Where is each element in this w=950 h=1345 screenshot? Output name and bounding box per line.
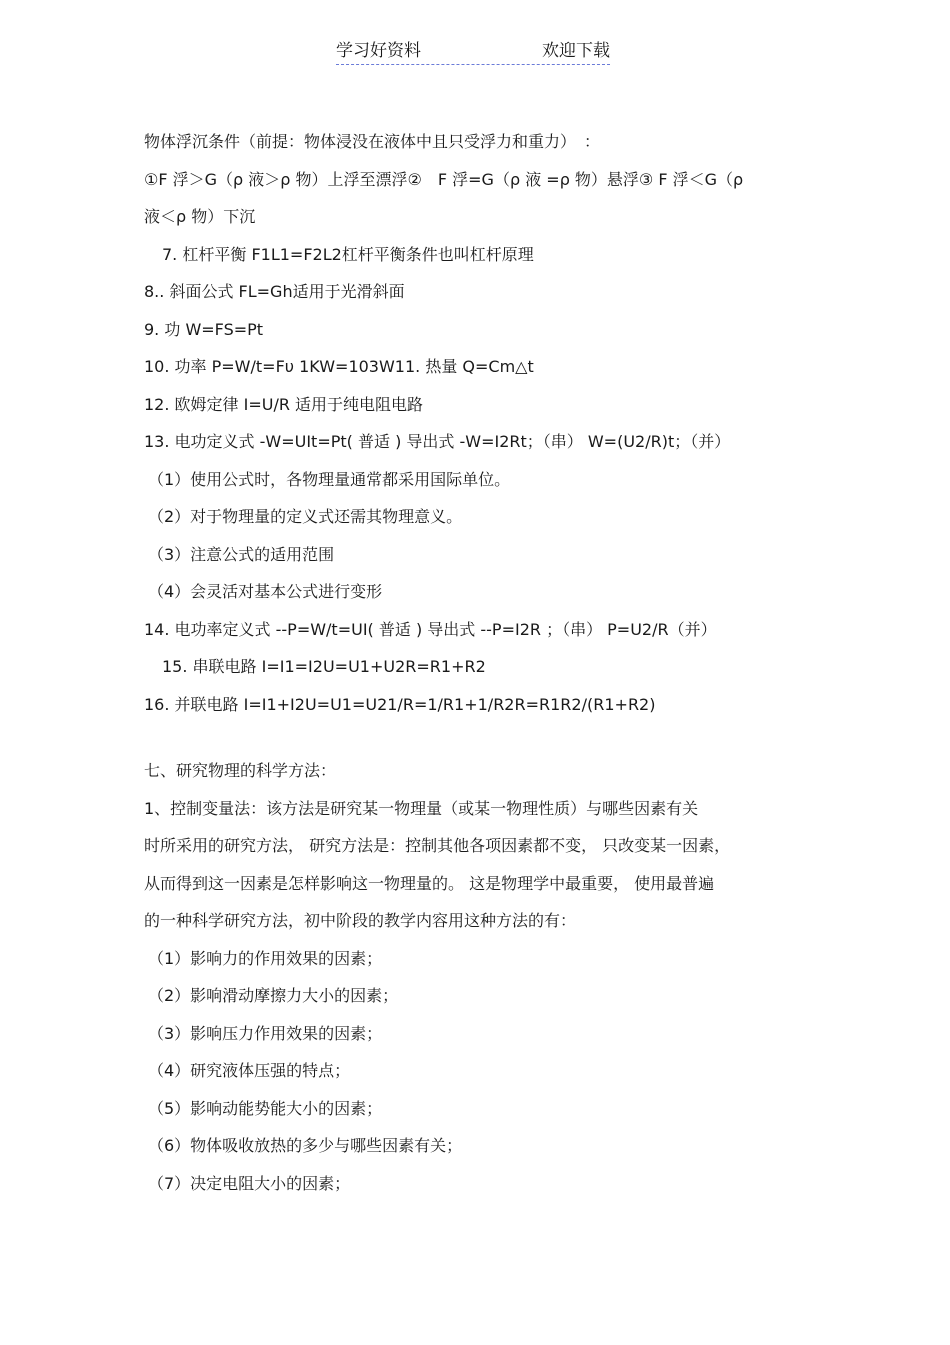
buoyancy-condition-heading: 物体浮沉条件（前提：物体浸没在液体中且只受浮力和重力） ： — [144, 132, 601, 151]
section-paragraph-line: 时所采用的研究方法， 研究方法是：控制其他各项因素都不变， 只改变某一因素， — [144, 836, 731, 855]
list-item: （7）决定电阻大小的因素； — [148, 1173, 351, 1193]
header-right-text: 欢迎下载 — [542, 41, 610, 61]
buoyancy-condition-line: 液＜ρ 物）下沉 — [144, 207, 256, 226]
section-paragraph-line: 1、控制变量法：该方法是研究某一物理量（或某一物理性质）与哪些因素有关 — [144, 798, 699, 818]
formula-line: 8.. 斜面公式 FL=Gh适用于光滑斜面 — [144, 282, 405, 301]
buoyancy-condition-line: ①F 浮＞G（ρ 液＞ρ 物）上浮至漂浮② F 浮=G（ρ 液 =ρ 物）悬浮③ F 浮＜G（ρ — [144, 169, 744, 189]
document-body — [144, 123, 814, 1202]
list-item: （3）影响压力作用效果的因素； — [148, 1023, 383, 1043]
list-item: （4）研究液体压强的特点； — [148, 1061, 351, 1080]
page-header — [336, 40, 610, 65]
list-item: （1）影响力的作用效果的因素； — [148, 948, 383, 968]
header-left-text: 学习好资料 — [336, 41, 421, 61]
formula-line: 15. 串联电路 I=I1=I2U=U1+U2R=R1+R2 — [162, 657, 486, 676]
list-item: （2）影响滑动摩擦力大小的因素； — [148, 986, 399, 1005]
section-paragraph-line: 从而得到这一因素是怎样影响这一物理量的。 这是物理学中最重要， 使用最普遍 — [144, 873, 715, 893]
list-item: （5）影响动能势能大小的因素； — [148, 1098, 383, 1118]
formula-line: 12. 欧姆定律 I=U/R 适用于纯电阻电路 — [144, 394, 424, 414]
section-spacer — [144, 723, 814, 752]
formula-line: 16. 并联电路 I=I1+I2U=U1=U21/R=1/R1+1/R2R=R1R2/(R1+R2) — [144, 694, 656, 714]
formula-line: 14. 电功率定义式 --P=W/t=UI( 普适 ) 导出式 --P=I2R ；（串） P=U2/R（并） — [144, 619, 717, 639]
formula-line: 13. 电功定义式 -W=UIt=Pt( 普适 ) 导出式 -W=I2Rt；（串） W=(U2/R)t；（并） — [144, 432, 731, 451]
note-item: （2）对于物理量的定义式还需其物理意义。 — [148, 507, 463, 526]
formula-line: 7. 杠杆平衡 F1L1=F2L2杠杆平衡条件也叫杠杆原理 — [162, 244, 534, 264]
note-item: （4）会灵活对基本公式进行变形 — [148, 582, 383, 601]
formula-line: 9. 功 W=FS=Pt — [144, 319, 264, 339]
list-item: （6）物体吸收放热的多少与哪些因素有关； — [148, 1136, 463, 1155]
note-item: （3）注意公式的适用范围 — [148, 544, 335, 564]
section-paragraph-line: 的一种科学研究方法，初中阶段的教学内容用这种方法的有： — [144, 911, 577, 930]
section-title: 七、研究物理的科学方法： — [144, 761, 337, 780]
formula-line: 10. 功率 P=W/t=Fυ 1KW=103W11. 热量 Q=Cm△t — [144, 357, 534, 376]
note-item: （1）使用公式时，各物理量通常都采用国际单位。 — [148, 469, 511, 489]
